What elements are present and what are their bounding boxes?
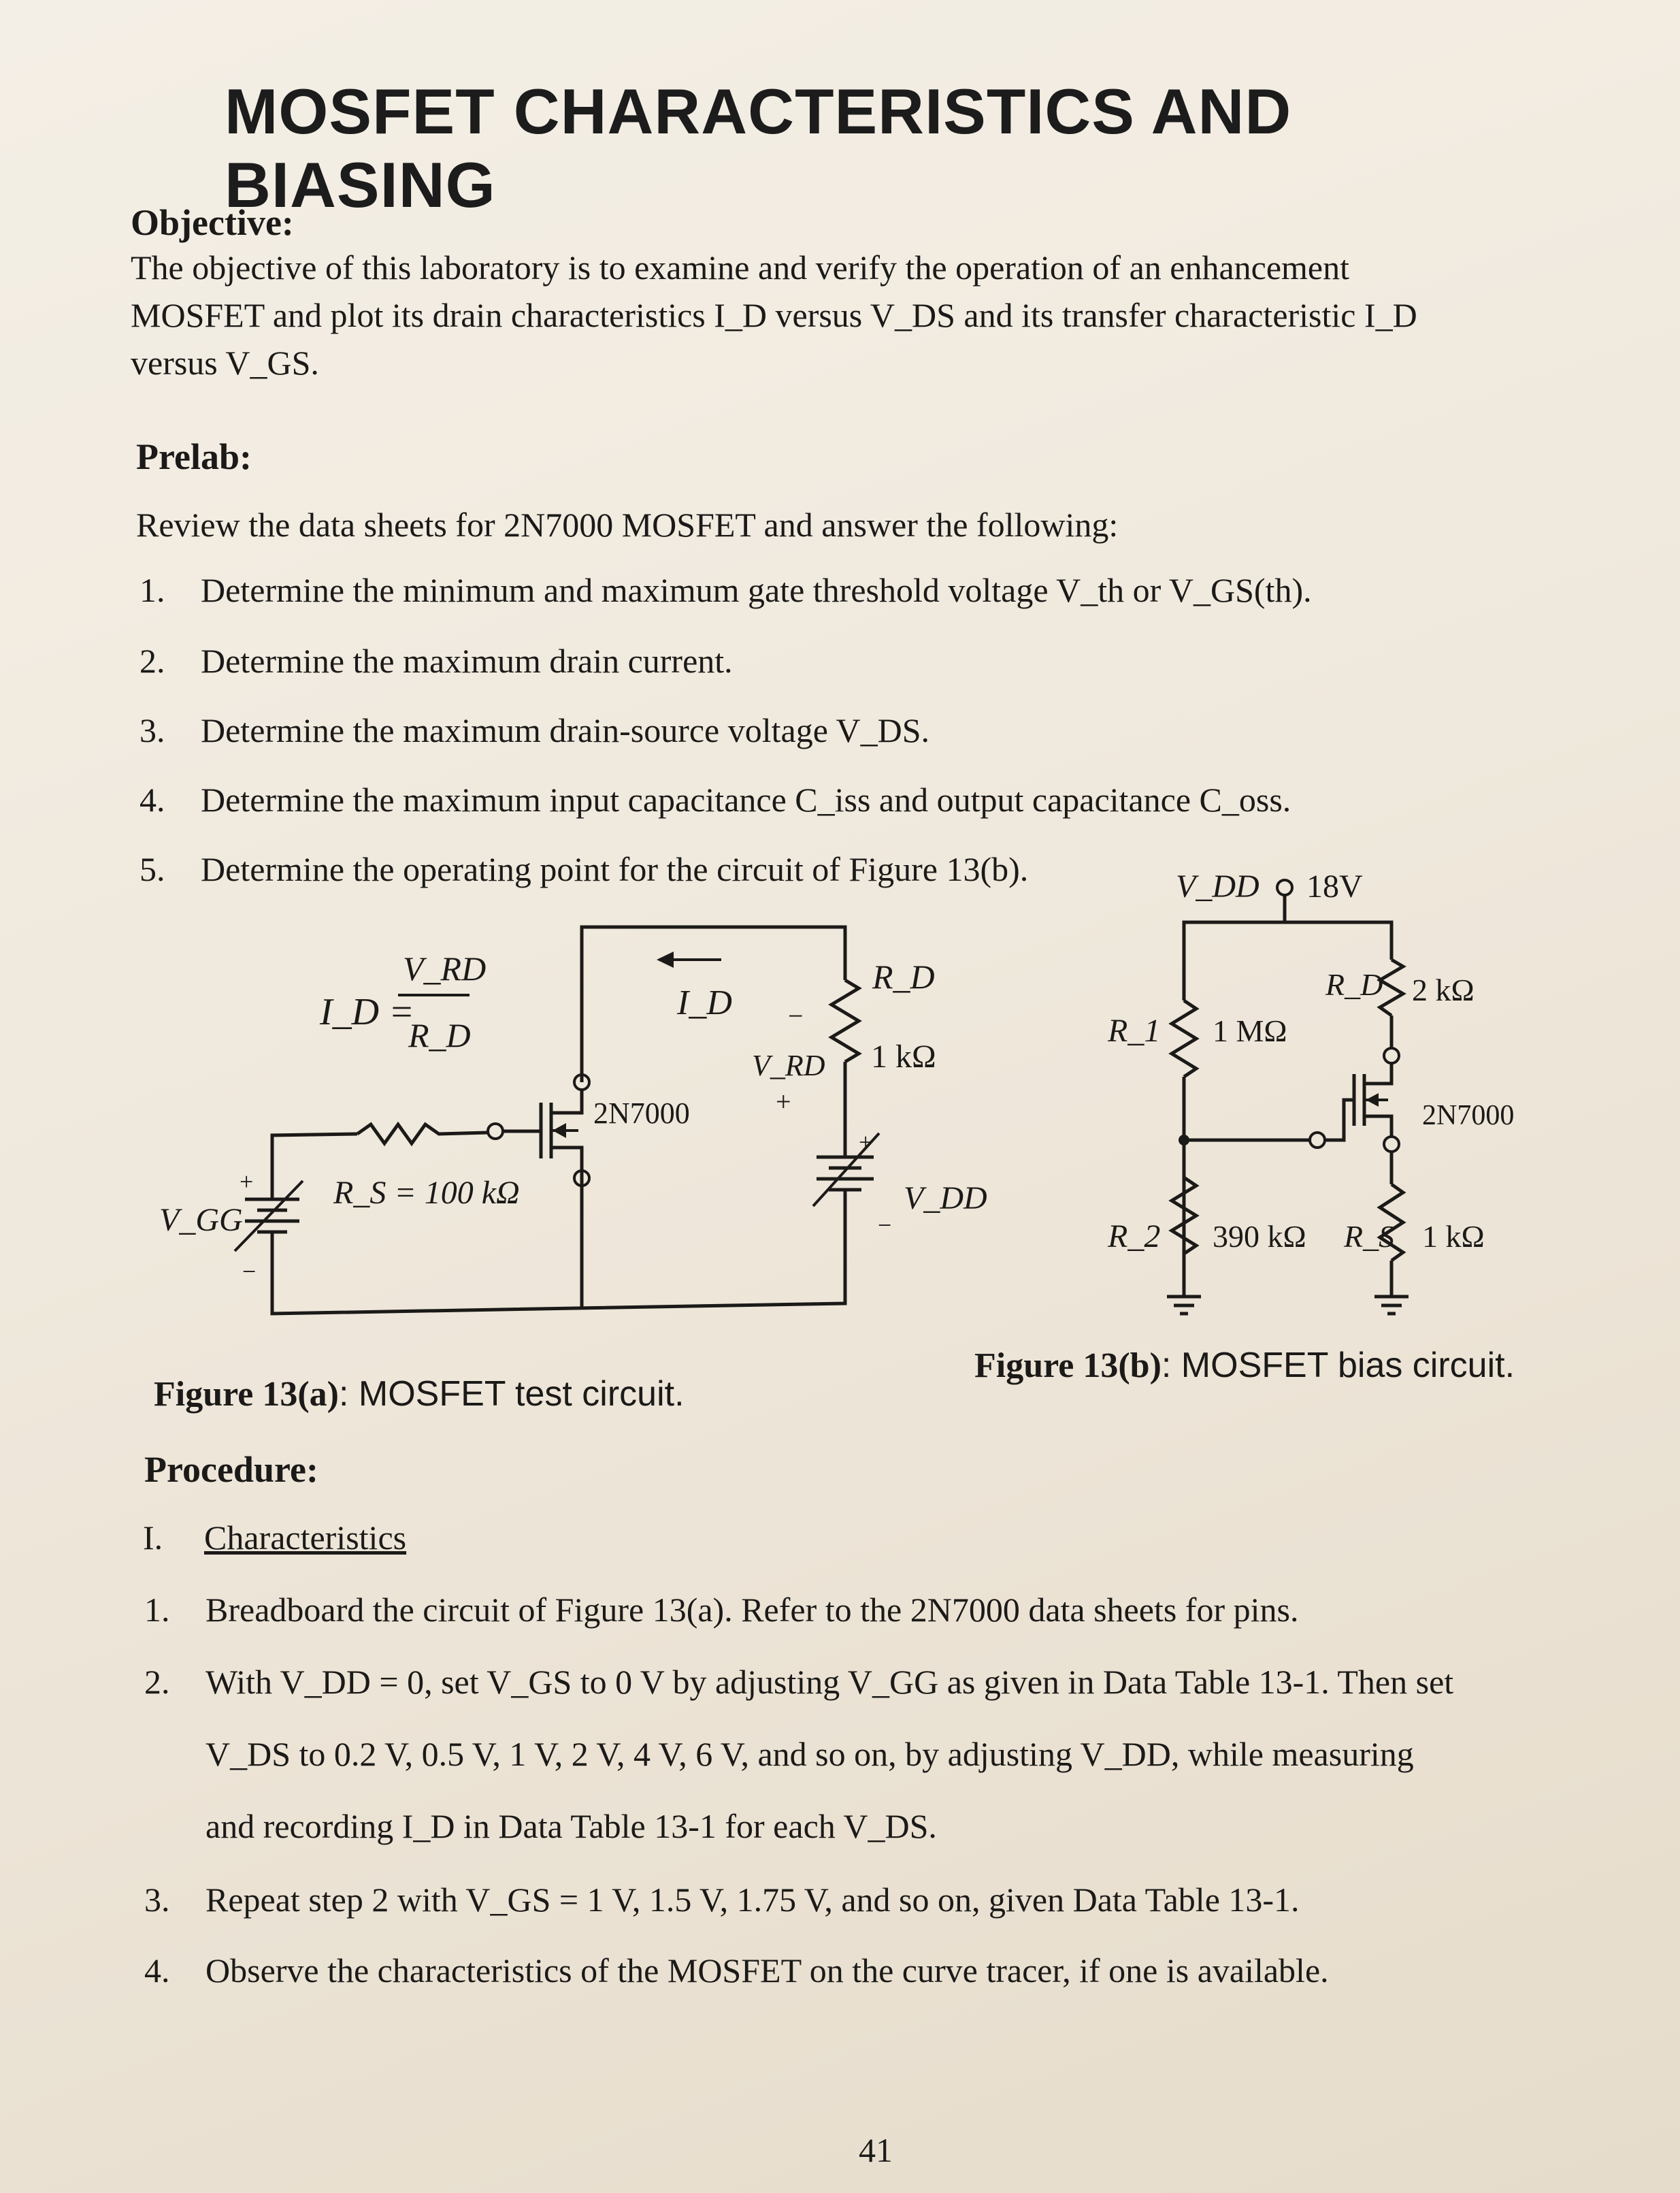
- transistor-label-b: 2N7000: [1422, 1100, 1515, 1131]
- vdd-plus-a: +: [859, 1128, 873, 1156]
- page-number: 41: [859, 2131, 893, 2169]
- vdd-label-a: V_DD: [904, 1180, 987, 1216]
- prelab-item-number: 4.: [139, 781, 165, 819]
- figure-13a-caption-label: Figure 13(a): [154, 1375, 339, 1414]
- vgg-minus: −: [242, 1258, 257, 1285]
- source-terminal-b: [1384, 1137, 1399, 1152]
- r1-label: R_1: [1108, 1013, 1161, 1049]
- objective-line-1: The objective of this laboratory is to examine and verify the operation of an enhancement: [131, 248, 1350, 287]
- procedure-step-text: Breadboard the circuit of Figure 13(a). Refer to the 2N7000 data sheets for pins.: [205, 1591, 1299, 1629]
- vdd-minus-a: −: [878, 1212, 892, 1239]
- procedure-step-3: [144, 1880, 1300, 1919]
- prelab-item-text: Determine the operating point for the circuit of Figure 13(b).: [201, 850, 1029, 888]
- figure-13a-caption: [154, 1374, 685, 1414]
- rd-value-a: 1 kΩ: [871, 1039, 936, 1075]
- procedure-step-number: 3.: [144, 1881, 170, 1919]
- procedure-section-title: Characteristics: [204, 1518, 407, 1557]
- transistor-label-a: 2N7000: [593, 1096, 690, 1130]
- vgg-label: V_GG: [159, 1202, 243, 1238]
- rs-label-a: R_S = 100 kΩ: [333, 1175, 520, 1211]
- procedure-step-text-line-1: With V_DD = 0, set V_GS to 0 V by adjusting V_GG as given in Data Table 13-1. Then set: [205, 1663, 1454, 1701]
- procedure-step-number: 4.: [144, 1951, 170, 1989]
- prelab-item-text: Determine the maximum drain current.: [201, 642, 733, 680]
- figure-13a-caption-text: : MOSFET test circuit.: [338, 1374, 685, 1414]
- prelab-item-text: Determine the maximum input capacitance C_iss and output capacitance C_oss.: [201, 781, 1291, 819]
- formula-lhs: I_D =: [320, 991, 414, 1033]
- objective-heading: Objective:: [131, 202, 294, 243]
- vrd-plus: +: [776, 1086, 791, 1117]
- vdd-terminal-b: [1277, 880, 1292, 895]
- objective-line-3: versus V_GS.: [131, 344, 319, 382]
- drain-terminal-b: [1384, 1048, 1399, 1063]
- procedure-step-text: Observe the characteristics of the MOSFET on the curve tracer, if one is available.: [205, 1951, 1329, 1989]
- gate-lead-b: [1325, 1100, 1354, 1140]
- figure-13b-caption-label: Figure 13(b): [974, 1346, 1162, 1385]
- procedure-step-2-line-2: V_DS to 0.2 V, 0.5 V, 1 V, 2 V, 4 V, 6 V, and so on, by adjusting V_DD, while measuring: [205, 1735, 1414, 1773]
- gate-terminal-b: [1310, 1133, 1325, 1148]
- vrd-minus: −: [788, 1001, 804, 1031]
- prelab-intro: Review the data sheets for 2N7000 MOSFET and answer the following:: [136, 506, 1119, 544]
- rd-label-a: R_D: [872, 958, 935, 996]
- procedure-step-text: Repeat step 2 with V_GS = 1 V, 1.5 V, 1.75 V, and so on, given Data Table 13-1.: [205, 1881, 1300, 1919]
- procedure-step-2: [144, 1662, 1453, 1702]
- rd-value-b: 2 kΩ: [1412, 973, 1475, 1007]
- formula-denominator: R_D: [408, 1016, 471, 1054]
- prelab-item-text: Determine the maximum drain-source voltage V_DS.: [201, 711, 930, 749]
- prelab-item-number: 2.: [139, 642, 165, 680]
- procedure-heading: Procedure:: [144, 1449, 318, 1490]
- vgg-plus: +: [240, 1168, 254, 1195]
- prelab-item-number: 3.: [139, 711, 165, 749]
- procedure-step-2-line-3: and recording I_D in Data Table 13-1 for each V_DS.: [205, 1807, 937, 1845]
- figure-13b-caption-text: : MOSFET bias circuit.: [1161, 1346, 1515, 1385]
- prelab-item-text: Determine the minimum and maximum gate threshold voltage V_th or V_GS(th).: [201, 571, 1312, 609]
- rs-value-b: 1 kΩ: [1422, 1219, 1485, 1254]
- rs-label-b: R_S: [1344, 1219, 1395, 1254]
- procedure-step-1: [144, 1590, 1298, 1629]
- current-label: I_D: [677, 984, 732, 1022]
- procedure-section-number: I.: [143, 1518, 163, 1557]
- procedure-step-number: 1.: [144, 1591, 170, 1629]
- objective-line-2: MOSFET and plot its drain characteristics I_D versus V_DS and its transfer characteristic I_D: [131, 296, 1417, 334]
- source-lead-b: [1364, 1116, 1391, 1137]
- formula-numerator: V_RD: [403, 949, 487, 988]
- procedure-step-number: 2.: [144, 1663, 170, 1701]
- rd-label-b: R_D: [1325, 967, 1383, 1002]
- vdd-value-b: 18V: [1306, 868, 1363, 905]
- rd-resistor-b: [1380, 960, 1403, 1016]
- prelab-item-number: 5.: [139, 850, 165, 888]
- r1-resistor: [1172, 1001, 1196, 1077]
- vrd-label: V_RD: [752, 1049, 825, 1082]
- page-title: MOSFET CHARACTERISTICS AND BIASING: [225, 76, 1292, 221]
- r2-value: 390 kΩ: [1213, 1219, 1306, 1254]
- prelab-item-number: 1.: [139, 571, 165, 609]
- r2-label: R_2: [1108, 1218, 1161, 1254]
- procedure-step-4: [144, 1951, 1329, 1990]
- prelab-heading: Prelab:: [136, 436, 252, 477]
- drain-lead-b: [1364, 1063, 1391, 1084]
- substrate-arrow-b: [1366, 1093, 1379, 1107]
- vdd-label-b: V_DD: [1176, 868, 1259, 905]
- r1-value: 1 MΩ: [1213, 1013, 1287, 1048]
- procedure-section: [143, 1518, 406, 1557]
- figure-13b-caption: [974, 1345, 1515, 1386]
